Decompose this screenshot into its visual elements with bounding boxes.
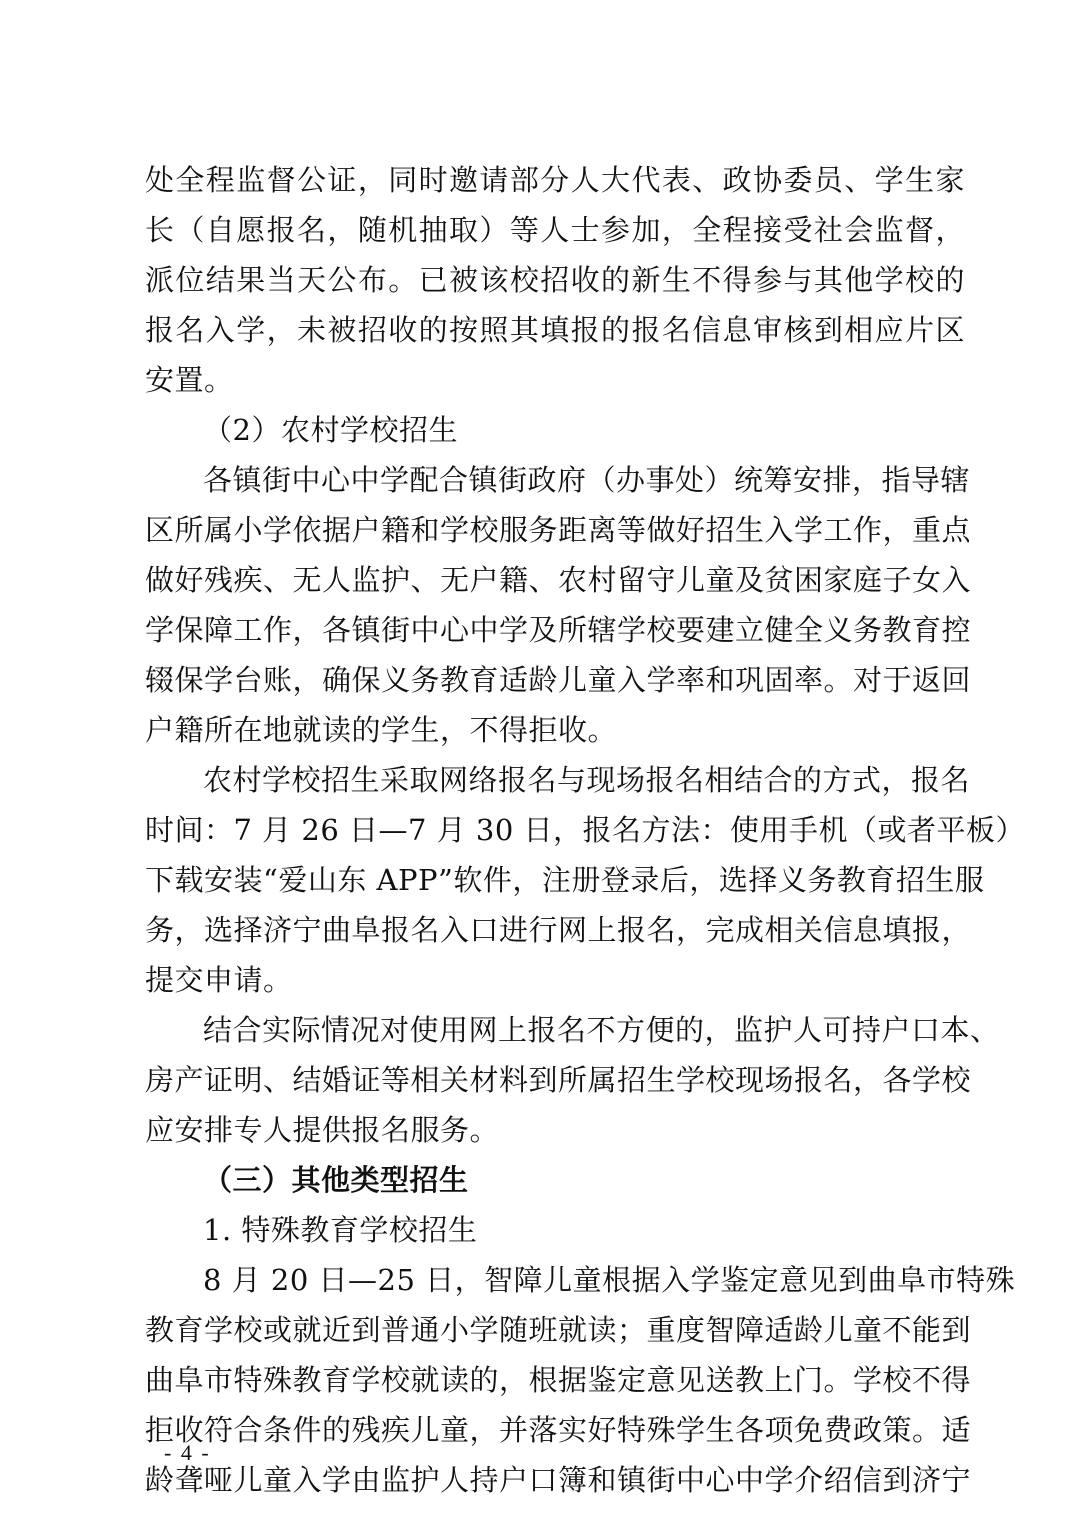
- text-line: 户籍所在地就读的学生，不得拒收。: [145, 713, 618, 747]
- text-line: 学保障工作，各镇街中心中学及所辖学校要建立健全义务教育控: [145, 613, 972, 647]
- text-line: 房产证明、结婚证等相关材料到所属招生学校现场报名，各学校: [145, 1063, 972, 1097]
- text-line: 结合实际情况对使用网上报名不方便的，监护人可持户口本、: [203, 1013, 1000, 1047]
- section-heading: （三）其他类型招生: [203, 1163, 469, 1197]
- text-line: 辍保学台账，确保义务教育适龄儿童入学率和巩固率。对于返回: [145, 663, 972, 697]
- text-line: 报名入学，未被招收的按照其填报的报名信息审核到相应片区: [145, 313, 965, 347]
- text-line: 农村学校招生采取网络报名与现场报名相结合的方式，报名: [203, 763, 971, 797]
- text-line: 处全程监督公证，同时邀请部分人大代表、政协委员、学生家: [145, 163, 965, 197]
- text-line: 做好残疾、无人监护、无户籍、农村留守儿童及贫困家庭子女入: [145, 563, 972, 597]
- text-line: 下载安装“爱山东 APP”软件，注册登录后，选择义务教育招生服: [145, 863, 985, 897]
- text-line: 教育学校或就近到普通小学随班就读；重度智障适龄儿童不能到: [145, 1313, 972, 1347]
- text-line: 各镇街中心中学配合镇街政府（办事处）统筹安排，指导辖: [203, 463, 971, 497]
- text-line: 曲阜市特殊教育学校就读的，根据鉴定意见送教上门。学校不得: [145, 1363, 972, 1397]
- document-body: [145, 155, 1026, 1505]
- text-line: 提交申请。: [145, 963, 293, 997]
- subsection-heading: 1. 特殊教育学校招生: [203, 1213, 478, 1247]
- text-line: 拒收符合条件的残疾儿童，并落实好特殊学生各项免费政策。适: [145, 1413, 972, 1447]
- text-line: 时间：7 月 26 日—7 月 30 日，报名方法：使用手机（或者平板）: [145, 813, 1026, 847]
- text-line: 长（自愿报名，随机抽取）等人士参加，全程接受社会监督，: [145, 213, 965, 247]
- page-number: - 4 -: [164, 1440, 211, 1465]
- text-line: 应安排专人提供报名服务。: [145, 1113, 500, 1147]
- text-line: 务，选择济宁曲阜报名入口进行网上报名，完成相关信息填报，: [145, 913, 972, 947]
- text-line: 区所属小学依据户籍和学校服务距离等做好招生入学工作，重点: [145, 513, 972, 547]
- text-line: 安置。: [145, 363, 234, 397]
- section-heading: （2）农村学校招生: [203, 413, 458, 447]
- text-line: 龄聋哑儿童入学由监护人持户口簿和镇街中心中学介绍信到济宁: [145, 1463, 972, 1497]
- text-line: 8 月 20 日—25 日，智障儿童根据入学鉴定意见到曲阜市特殊: [203, 1263, 1016, 1297]
- text-line: 派位结果当天公布。已被该校招收的新生不得参与其他学校的: [145, 263, 965, 297]
